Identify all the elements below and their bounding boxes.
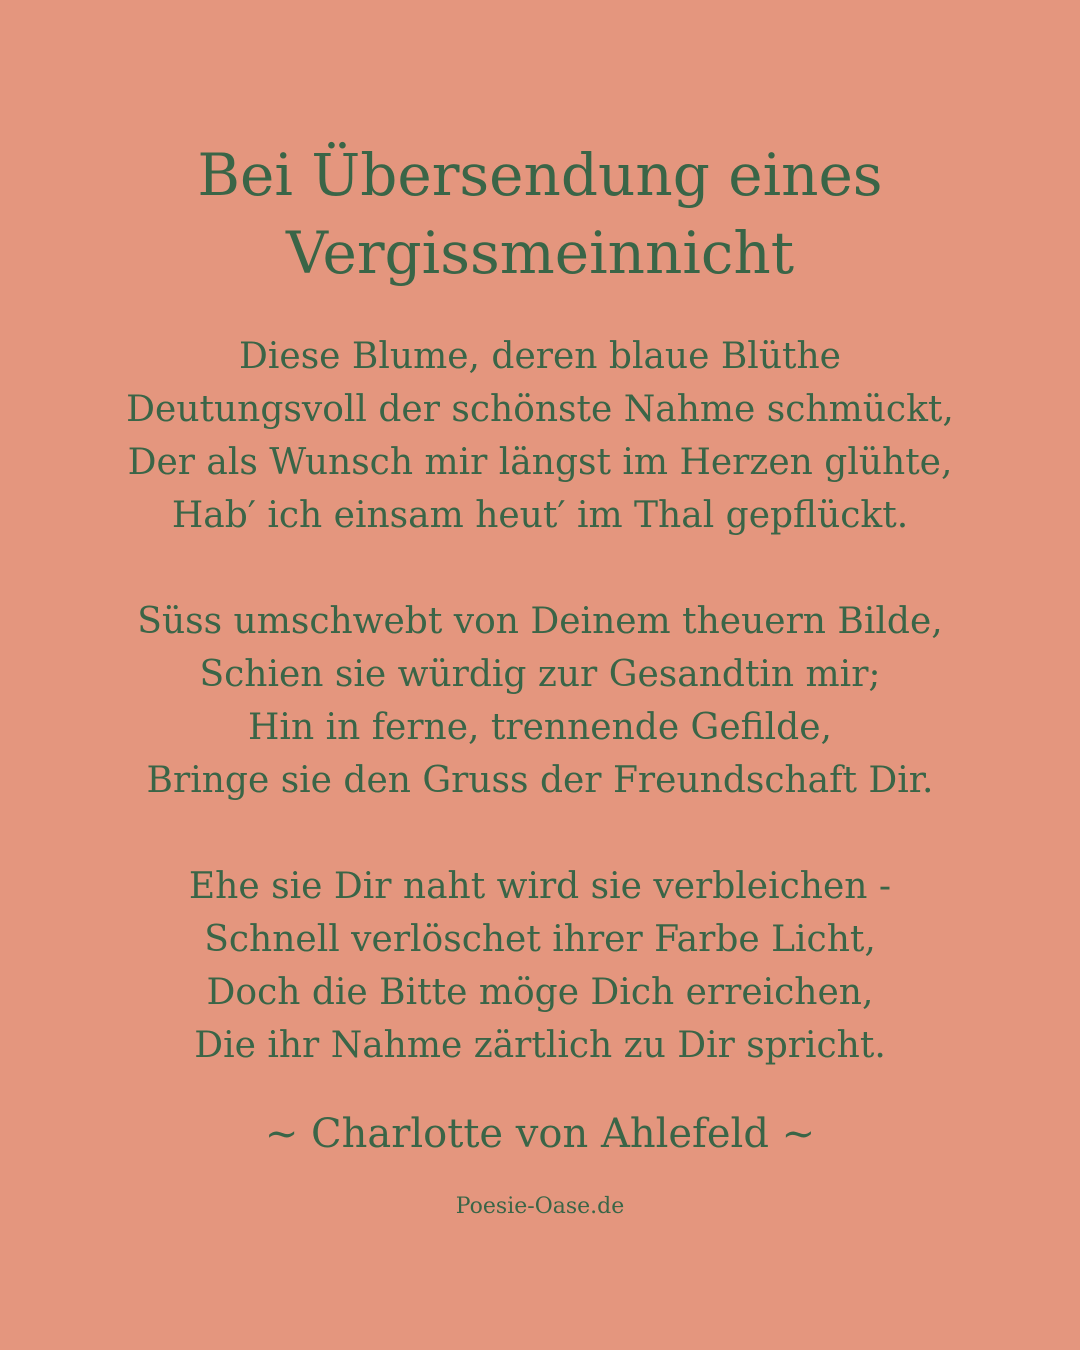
poem-line: Hab′ ich einsam heut′ im Thal gepflückt.: [171, 495, 909, 536]
stanza-3: [0, 860, 1080, 1072]
poem-line: Schnell verlöschet ihrer Farbe Licht,: [204, 919, 876, 960]
poem-line: Deutungsvoll der schönste Nahme schmückt,: [126, 389, 954, 430]
poem-title-line-2: Vergissmeinnicht: [285, 219, 795, 287]
poem-title-line-1: Bei Übersendung eines: [197, 141, 883, 209]
poem-line: Ehe sie Dir naht wird sie verbleichen -: [188, 866, 892, 907]
poem-line: Hin in ferne, trennende Gefilde,: [248, 707, 832, 748]
poem-line: Schien sie würdig zur Gesandtin mir;: [199, 654, 881, 695]
poem-line: Die ihr Nahme zärtlich zu Dir spricht.: [194, 1025, 886, 1066]
poem-line: Süss umschwebt von Deinem theuern Bilde,: [137, 601, 943, 642]
stanza-1: [0, 330, 1080, 542]
poem-line: Der als Wunsch mir längst im Herzen glühte,: [127, 442, 953, 483]
poem-author: ~ Charlotte von Ahlefeld ~: [264, 1111, 816, 1157]
poem-line: Doch die Bitte möge Dich erreichen,: [206, 972, 874, 1013]
stanza-2: [0, 595, 1080, 807]
poem-line: Bringe sie den Gruss der Freundschaft Dir.: [146, 760, 934, 801]
poem-title: [0, 136, 1080, 292]
poem-body: [0, 330, 1080, 1072]
poem-line: Diese Blume, deren blaue Blüthe: [239, 336, 841, 377]
site-credit: Poesie-Oase.de: [455, 1194, 625, 1219]
